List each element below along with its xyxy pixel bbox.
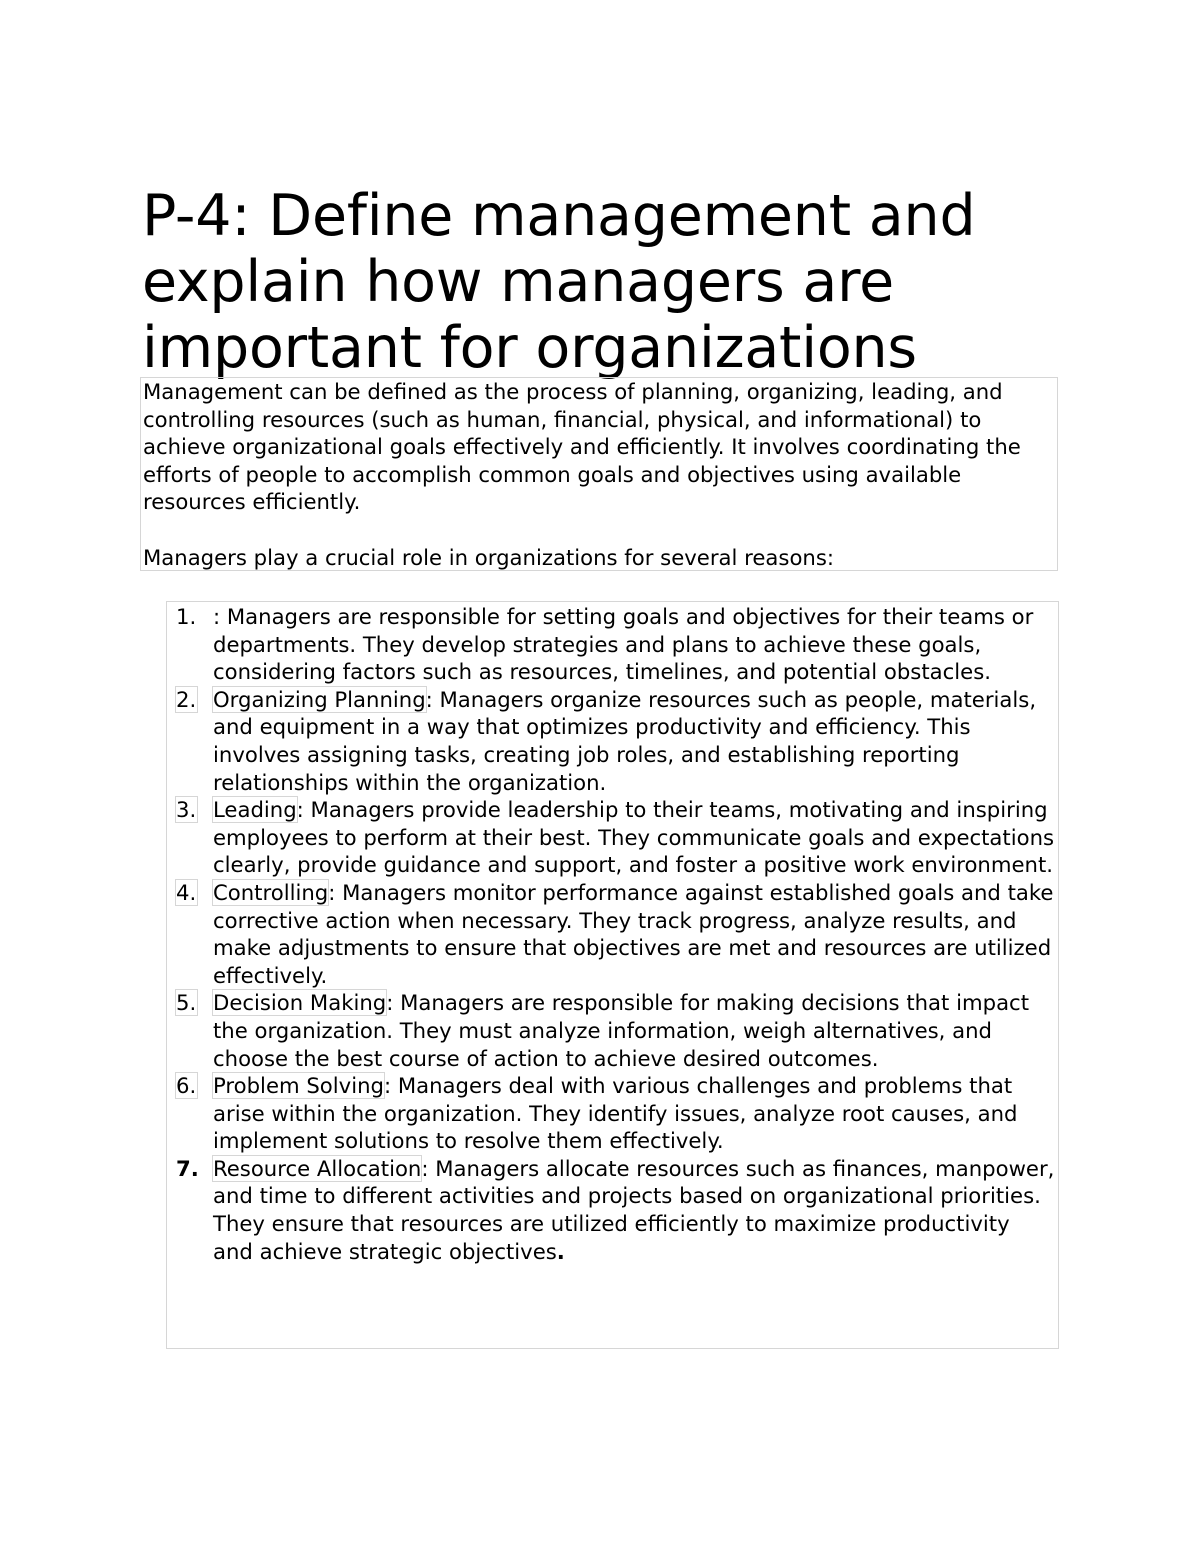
list-item xyxy=(176,1072,1056,1155)
list-item-number: 3. xyxy=(176,797,197,823)
list-item xyxy=(176,1155,1056,1265)
list-item xyxy=(176,796,1056,879)
roles-list xyxy=(176,603,1056,1265)
intro-text-box xyxy=(140,377,1058,571)
list-item-label: Problem Solving xyxy=(213,1073,384,1099)
list-item xyxy=(176,989,1056,1072)
list-item-number: 5. xyxy=(176,990,197,1016)
list-item-label: Leading xyxy=(213,797,297,823)
list-item-text: : Managers allocate resources such as finances, manpower, and time to different activities and projects based on organizational priorities. They ensure that resources are utilized efficiently to maximize productivity and achieve strategic objectives xyxy=(213,1155,1055,1264)
list-item-end-punctuation: . xyxy=(556,1238,565,1264)
list-item-number: 6. xyxy=(176,1073,197,1099)
list-item-number: 1. xyxy=(176,604,197,629)
list-item-label: Resource Allocation xyxy=(213,1155,422,1181)
list-item-label: Controlling xyxy=(213,879,329,905)
page-title: P-4: Define management and explain how managers are important for organizations xyxy=(142,183,976,381)
roles-list-box xyxy=(166,601,1059,1349)
list-item-text: : Managers provide leadership to their teams, motivating and inspiring employees to perform at their best. They communicate goals and expectations clearly, provide guidance and support, and foster a positive work environment. xyxy=(213,797,1055,878)
list-item-label: Organizing Planning xyxy=(213,686,426,712)
list-item-text: : Managers are responsible for making decisions that impact the organization. They must analyze information, weigh alternatives, and choose the best course of action to achieve desired outcomes. xyxy=(213,990,1030,1071)
list-item xyxy=(176,879,1056,989)
list-item xyxy=(176,686,1056,796)
list-item-number: 2. xyxy=(176,686,197,712)
list-item-number: 4. xyxy=(176,879,197,905)
list-item-text: : Managers are responsible for setting goals and objectives for their teams or departments. They develop strategies and plans to achieve these goals, considering factors such as resources, timelines, and potential obstacles. xyxy=(213,604,1034,685)
list-item-text: : Managers deal with various challenges and problems that arise within the organization. They identify issues, analyze root causes, and implement solutions to resolve them effectively. xyxy=(213,1073,1018,1154)
list-item-label: Decision Making xyxy=(213,990,387,1016)
list-item xyxy=(176,603,1056,686)
reasons-lead: Managers play a crucial role in organizations for several reasons: xyxy=(143,544,835,570)
list-item-text: : Managers monitor performance against established goals and take corrective action when necessary. They track progress, analyze results, and make adjustments to ensure that objectives are met and resources are utilized effectively. xyxy=(213,879,1054,988)
management-definition: Management can be defined as the process of planning, organizing, leading, and controlling resources (such as human, financial, physical, and informational) to achieve organizational goals effectively and efficiently. It involves coordinating the efforts of people to accomplish common goals and objectives using available resources efficiently. xyxy=(143,379,1021,515)
list-item-text: : Managers organize resources such as people, materials, and equipment in a way that optimizes productivity and efficiency. This involves assigning tasks, creating job roles, and establishing reporting relationships within the organization. xyxy=(213,686,1037,795)
list-item-number: 7. xyxy=(176,1155,199,1181)
